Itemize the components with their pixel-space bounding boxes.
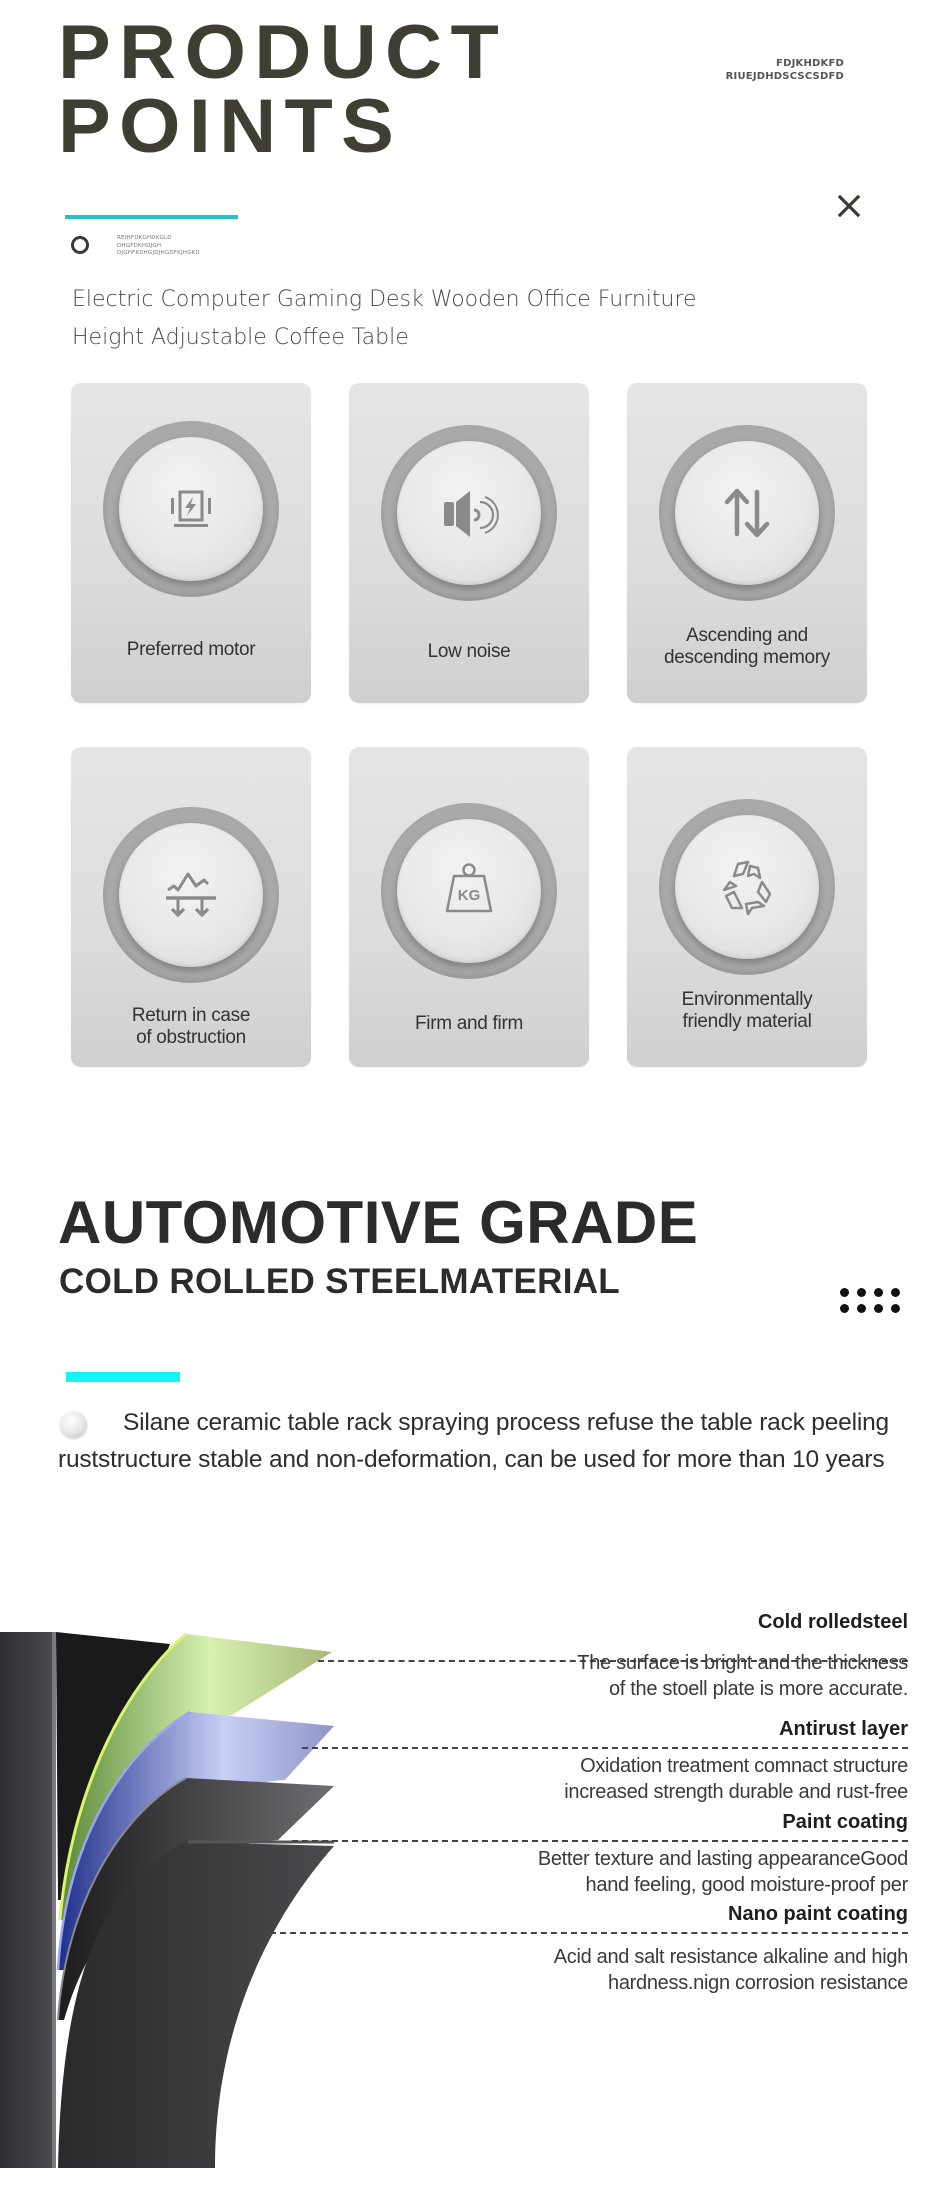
layer-title: Cold rolledsteel — [757, 1611, 908, 1633]
svg-text:KG: KG — [457, 887, 481, 904]
layer-nano-paint — [554, 1902, 908, 1996]
speaker-icon — [434, 478, 504, 548]
feature-label — [81, 639, 301, 661]
feature-label — [359, 1013, 579, 1035]
corner-code — [726, 57, 844, 83]
feature-label-line1: Preferred motor — [126, 639, 256, 660]
product-name-line2: Height Adjustable Coffee Table — [72, 325, 409, 350]
section-subtitle: COLD ROLLED STEELMATERIAL — [59, 1262, 620, 1301]
layer-desc-line1: Acid and salt resistance alkaline and high — [553, 1946, 908, 1968]
feature-label-line1: Return in case — [131, 1005, 251, 1026]
layer-desc-line2: hardness.nign corrosion resistance — [608, 1972, 908, 1994]
feature-label-line2: of obstruction — [136, 1027, 246, 1048]
micro-code — [117, 235, 200, 258]
layer-desc-line1: Better texture and lasting appearanceGood — [537, 1848, 908, 1870]
layer-cold-rolled-steel — [577, 1610, 908, 1702]
feature-label — [81, 1005, 301, 1049]
feature-label — [359, 641, 579, 663]
ring-icon — [71, 236, 89, 254]
micro-code-line2: DHGFDKHDJGH — [117, 242, 162, 249]
accent-line — [65, 215, 238, 219]
layer-desc-line1: The surface is bright and the thickness — [577, 1652, 908, 1674]
section-title: AUTOMOTIVE GRADE — [58, 1189, 699, 1256]
feature-card-low-noise — [349, 383, 589, 703]
dial — [103, 807, 279, 983]
corner-code-line2: RIUEJDHDSCSCSDFD — [725, 71, 844, 82]
motor-icon — [156, 474, 226, 544]
dial — [103, 421, 279, 597]
feature-label-line2: descending memory — [664, 647, 830, 668]
dial — [381, 425, 557, 601]
steel-layers-illustration — [0, 1600, 360, 2170]
layer-title: Paint coating — [782, 1811, 908, 1833]
feature-card-eco — [627, 747, 867, 1067]
feature-label-line1: Environmentally — [681, 989, 813, 1010]
layer-antirust — [564, 1717, 908, 1805]
recycle-icon — [712, 852, 782, 922]
layer-title: Nano paint coating — [728, 1903, 908, 1925]
dial — [659, 799, 835, 975]
dial — [659, 425, 835, 601]
layer-desc-line1: Oxidation treatment comnact structure — [580, 1755, 908, 1777]
feature-card-memory — [627, 383, 867, 703]
dial — [381, 803, 557, 979]
product-name — [72, 281, 752, 357]
layer-desc-line2: increased strength durable and rust-free — [564, 1781, 908, 1803]
obstruction-return-icon — [156, 860, 226, 930]
micro-code-line1: REIHFDKGHDKGLD — [117, 235, 172, 241]
dots-decoration-icon — [840, 1288, 908, 1314]
page-title — [58, 10, 682, 169]
accent-line — [66, 1372, 180, 1382]
feature-label — [637, 625, 857, 669]
layer-desc-line2: hand feeling, good moisture-proof per — [585, 1874, 908, 1896]
up-down-arrows-icon — [712, 478, 782, 548]
close-icon[interactable] — [833, 190, 865, 222]
page-title-line1: PRODUCT — [58, 10, 508, 95]
feature-label-line2: friendly material — [682, 1011, 812, 1032]
layer-desc-line2: of the stoell plate is more accurate. — [608, 1678, 908, 1700]
layer-paint-coating — [538, 1810, 908, 1898]
corner-code-line1: FDJKHDKFD — [776, 58, 844, 69]
kg-weight-icon — [434, 856, 504, 926]
feature-label-line1: Low noise — [427, 641, 511, 662]
product-name-line1: Electric Computer Gaming Desk Wooden Office Furniture — [72, 287, 697, 312]
page-title-line2: POINTS — [58, 84, 403, 169]
feature-card-motor — [71, 383, 311, 703]
micro-code-line3: DJGHFKDHGJDJHGDFKJHGKD — [117, 250, 200, 256]
feature-label — [637, 989, 857, 1033]
feature-card-firm — [349, 747, 589, 1067]
feature-card-obstruction — [71, 747, 311, 1067]
feature-label-line1: Ascending and — [686, 625, 808, 646]
feature-label-line1: Firm and firm — [415, 1013, 523, 1034]
section-paragraph: Silane ceramic table rack spraying process refuse the table rack peeling ruststructure stable and non-deformation, can be used for more than 10 years — [58, 1409, 889, 1473]
layer-title: Antirust layer — [779, 1718, 908, 1740]
